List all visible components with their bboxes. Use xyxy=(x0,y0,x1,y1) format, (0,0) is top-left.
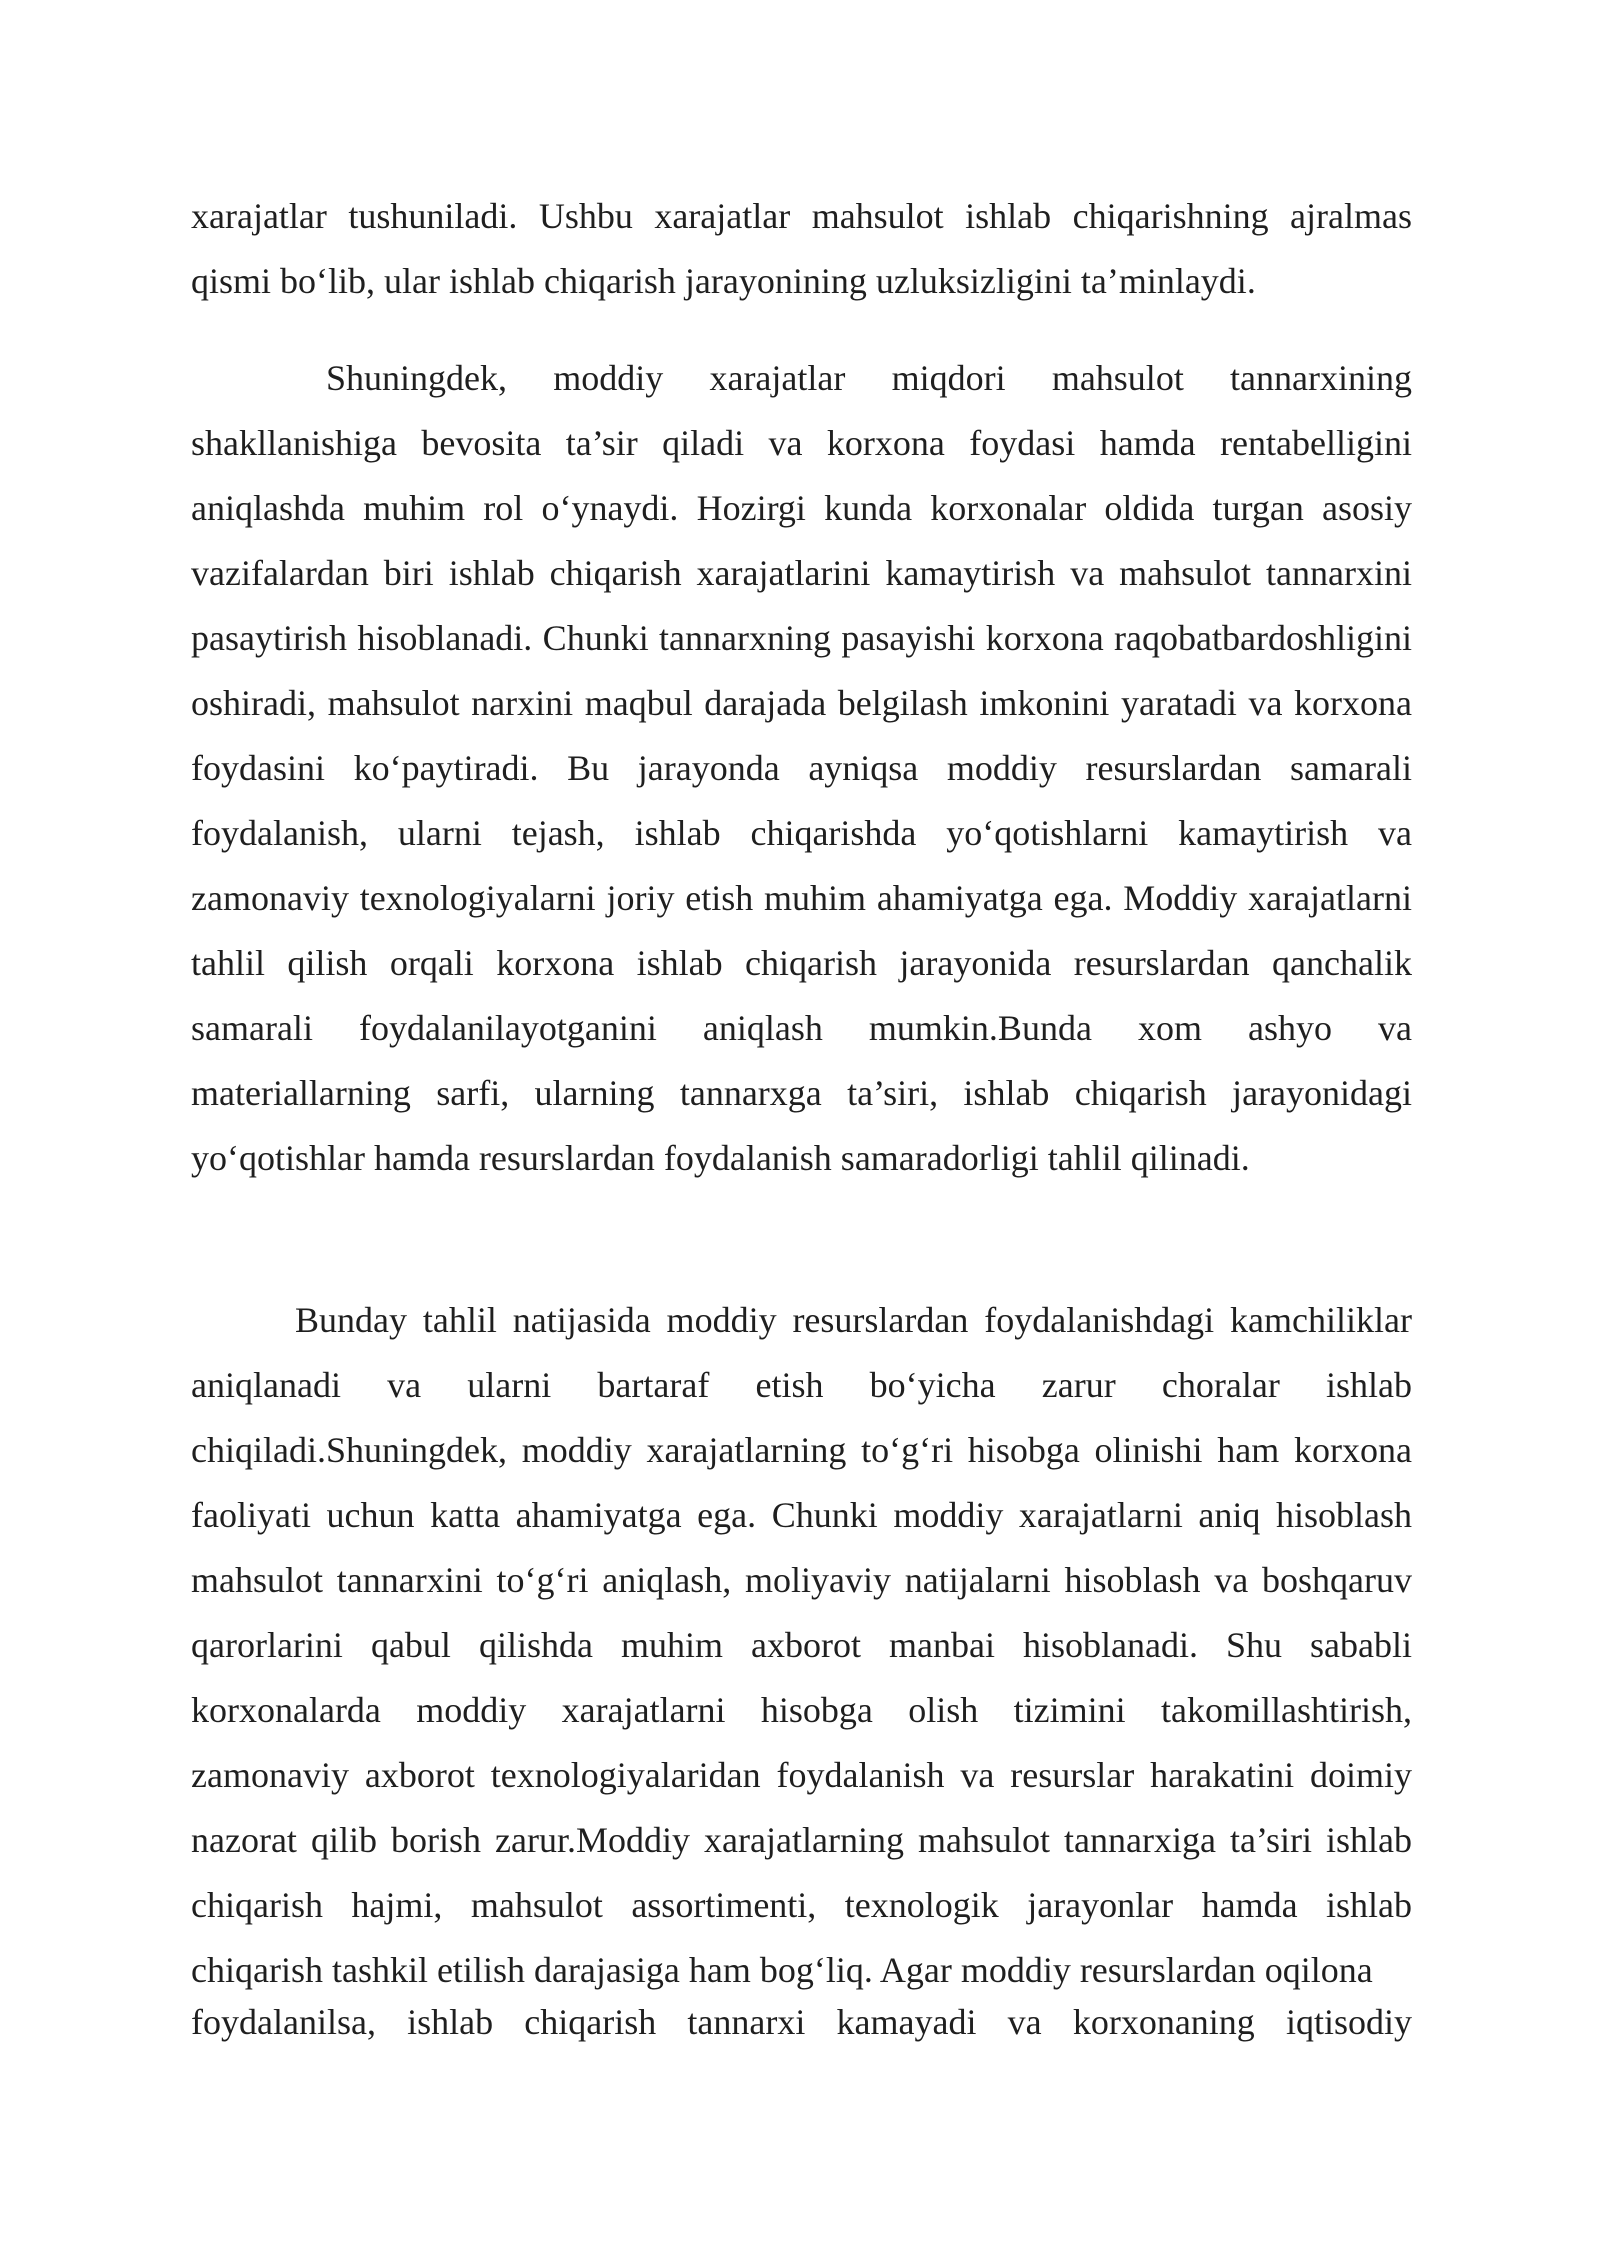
paragraph-1: xarajatlar tushuniladi. Ushbu xarajatlar mahsulot ishlab chiqarishning ajralmas qismi bo‘lib, ular ishlab chiqarish jarayonining uzluksizligini ta’minlaydi. xyxy=(191,196,1412,301)
paragraph-2: Shuningdek, moddiy xarajatlar miqdori mahsulot tannarxining shakllanishiga bevosita ta’sir qiladi va korxona foydasi hamda rentabelligini aniqlashda muhim rol o‘ynaydi. Hozirgi kunda korxonalar oldida turgan asosiy vazifalardan biri ishlab chiqarish xarajatlarini kamaytirish va mahsulot tannarxini pasaytirish hisoblanadi. Chunki tannarxning pasayishi korxona raqobatbardoshligini oshiradi, mahsulot narxini maqbul darajada belgilash imkonini yaratadi va korxona foydasini ko‘paytiradi. Bu jarayonda ayniqsa moddiy resurslardan samarali foydalanish, ularni tejash, ishlab chiqarishda yo‘qotishlarni kamaytirish va zamonaviy texnologiyalarni joriy etish muhim ahamiyatga ega. Moddiy xarajatlarni tahlil qilish orqali korxona ishlab chiqarish jarayonida resurslardan qanchalik samarali foydalanilayotganini aniqlash mumkin.Bunda xom ashyo va materiallarning sarfi, ularning tannarxga ta’siri, ishlab chiqarish jarayonidagi yo‘qotishlar hamda resurslardan foydalanish samaradorligi tahlil qilinadi. xyxy=(191,358,1412,1178)
paragraph-3: Bunday tahlil natijasida moddiy resurslardan foydalanishdagi kamchiliklar aniqlanadi va ularni bartaraf etish bo‘yicha zarur choralar ishlab chiqiladi.Shuningdek, moddiy xarajatlarning to‘g‘ri hisobga olinishi ham korxona faoliyati uchun katta ahamiyatga ega. Chunki moddiy xarajatlarni aniq hisoblash mahsulot tannarxini to‘g‘ri aniqlash, moliyaviy natijalarni hisoblash va boshqaruv qarorlarini qabul qilishda muhim axborot manbai hisoblanadi. Shu sababli korxonalarda moddiy xarajatlarni hisobga olish tizimini takomillashtirish, zamonaviy axborot texnologiyalaridan foydalanish va resurslar harakatini doimiy nazorat qilib borish zarur.Moddiy xarajatlarning mahsulot tannarxiga ta’siri ishlab chiqarish hajmi, mahsulot assortimenti, texnologik jarayonlar hamda ishlab chiqarish tashkil etilish darajasiga ham bog‘liq. Agar moddiy resurslardan oqilona xyxy=(191,1300,1412,1990)
paragraph-3-last-line: foydalanilsa, ishlab chiqarish tannarxi kamayadi va korxonaning iqtisodiy xyxy=(191,2002,1412,2042)
